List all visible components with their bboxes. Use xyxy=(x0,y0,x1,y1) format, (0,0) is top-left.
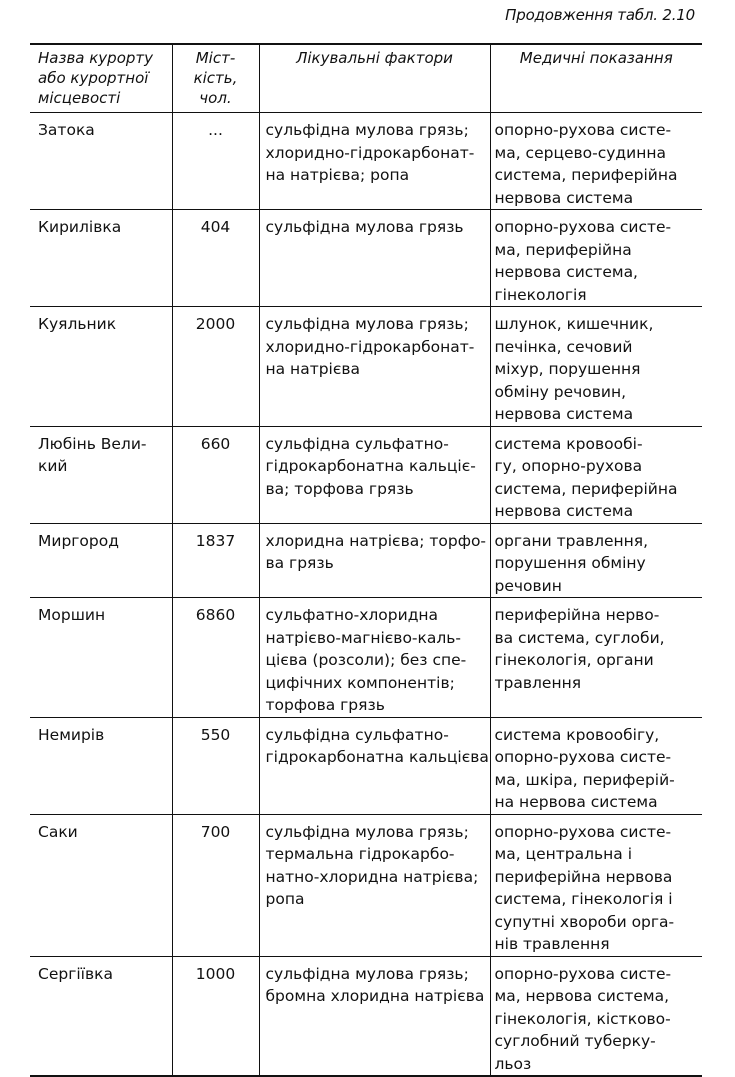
table-continuation-caption: Продовження табл. 2.10 xyxy=(505,6,695,24)
cell-factors xyxy=(259,426,490,523)
text-line: нів травлення xyxy=(494,935,610,953)
cell-factors xyxy=(259,717,490,814)
text-line: на натрієва xyxy=(265,360,361,378)
text-line: Затока xyxy=(38,121,95,139)
text-line: порушення обміну xyxy=(494,554,646,572)
text-line: Моршин xyxy=(38,606,106,624)
text-line: ма, нервова система, xyxy=(494,987,670,1005)
text-line: на нервова система xyxy=(494,793,658,811)
text-line: міхур, порушення xyxy=(494,360,641,378)
cell-population: 660 xyxy=(172,426,259,523)
text-line: система, периферійна xyxy=(494,166,678,184)
text-line: сульфідна мулова грязь; xyxy=(265,121,469,139)
table-row xyxy=(30,426,702,523)
text-line: гідрокарбонатна кальцієва xyxy=(265,748,489,766)
text-line: система, периферійна xyxy=(494,479,678,498)
text-line: опорно-рухова систе- xyxy=(494,121,672,139)
text-line: система, гінекологія і xyxy=(494,890,673,908)
text-line: натно-хлоридна натрієва; xyxy=(265,867,479,886)
text-line: опорно-рухова систе- xyxy=(494,822,672,841)
text-line: опорно-рухова систе- xyxy=(494,748,672,766)
text-line: сульфідна сульфатно- xyxy=(265,434,449,453)
text-line: нервова система, xyxy=(494,263,638,281)
text-line: Саки xyxy=(38,822,78,841)
cell-population: ... xyxy=(172,113,259,210)
text-line: сульфідна сульфатно- xyxy=(265,725,449,744)
text-line: місцевості xyxy=(38,89,121,107)
cell-resort-name xyxy=(30,717,172,814)
table-row xyxy=(30,814,702,956)
cell-indications xyxy=(490,426,702,523)
text-line: кий xyxy=(38,457,68,475)
text-line: гу, опорно-рухова xyxy=(494,457,643,475)
text-line: гінекологія xyxy=(494,285,587,304)
text-line: Миргород xyxy=(38,531,119,550)
cell-resort-name xyxy=(30,210,172,307)
text-line: Любінь Вели- xyxy=(38,434,147,453)
table-row xyxy=(30,956,702,1076)
text-line: ропа xyxy=(265,890,305,908)
table-body xyxy=(30,113,702,1077)
text-line: нервова система xyxy=(494,502,634,520)
cell-resort-name xyxy=(30,598,172,718)
text-line: Немирів xyxy=(38,725,105,744)
header-factors xyxy=(259,44,490,113)
text-line: ма, периферійна xyxy=(494,240,632,259)
cell-resort-name xyxy=(30,426,172,523)
text-line: печінка, сечовий xyxy=(494,337,633,356)
text-line: ва; торфова грязь xyxy=(265,479,414,498)
text-line: периферійна нервова xyxy=(494,867,673,886)
text-line: суглобний туберку- xyxy=(494,1032,656,1050)
table-header-row xyxy=(30,44,702,113)
text-line: гінекологія, кістково- xyxy=(494,1009,671,1028)
cell-factors xyxy=(259,598,490,718)
cell-factors xyxy=(259,523,490,598)
text-line: хлоридно-гідрокарбонат- xyxy=(265,143,475,162)
text-line: гідрокарбонатна кальціє- xyxy=(265,457,476,475)
cell-resort-name xyxy=(30,814,172,956)
text-line: гінекологія, органи xyxy=(494,651,654,669)
table-row xyxy=(30,307,702,427)
cell-population: 2000 xyxy=(172,307,259,427)
cell-indications xyxy=(490,814,702,956)
cell-indications xyxy=(490,307,702,427)
text-line: супутні хвороби орга- xyxy=(494,912,675,931)
text-line: або курортної xyxy=(38,69,149,87)
cell-factors xyxy=(259,113,490,210)
table-row xyxy=(30,113,702,210)
text-line: сульфідна мулова грязь; xyxy=(265,964,469,983)
text-line: ва система, суглоби, xyxy=(494,628,665,647)
resort-table xyxy=(30,43,702,1077)
text-line: Кирилівка xyxy=(38,218,122,236)
text-line: хлоридна натрієва; торфо- xyxy=(265,531,487,550)
text-line: ва грязь xyxy=(265,554,334,572)
text-line: сульфідна мулова грязь xyxy=(265,218,464,236)
text-line: обміну речовин, xyxy=(494,382,627,401)
text-line: система кровообі- xyxy=(494,434,643,453)
cell-resort-name xyxy=(30,956,172,1076)
text-line: ма, шкіра, периферій- xyxy=(494,770,675,789)
text-line: льоз xyxy=(494,1054,532,1073)
cell-population: 404 xyxy=(172,210,259,307)
text-line: натрієво-магнієво-каль- xyxy=(265,628,462,647)
text-line: хлоридно-гідрокарбонат- xyxy=(265,337,475,356)
table-row xyxy=(30,717,702,814)
text-line: ма, серцево-судинна xyxy=(494,143,666,162)
text-line: периферійна нерво- xyxy=(494,606,660,624)
header-name xyxy=(30,44,172,113)
text-line: Медичні показання xyxy=(519,49,673,67)
text-line: чол. xyxy=(199,89,232,107)
text-line: ма, центральна і xyxy=(494,845,633,863)
text-line: торфова грязь xyxy=(265,696,385,714)
text-line: шлунок, кишечник, xyxy=(494,315,654,333)
text-line: на натрієва; ропа xyxy=(265,166,410,184)
text-line: сульфідна мулова грязь; xyxy=(265,822,469,841)
text-line: цієва (розсоли); без спе- xyxy=(265,651,467,669)
text-line: опорно-рухова систе- xyxy=(494,964,672,983)
cell-resort-name xyxy=(30,523,172,598)
text-line: нервова система xyxy=(494,405,634,423)
cell-factors xyxy=(259,956,490,1076)
text-line: Міст- xyxy=(195,49,236,67)
header-indications xyxy=(490,44,702,113)
cell-population: 550 xyxy=(172,717,259,814)
cell-factors xyxy=(259,307,490,427)
cell-population: 1837 xyxy=(172,523,259,598)
text-line: система кровообігу, xyxy=(494,725,660,744)
header-population xyxy=(172,44,259,113)
text-line: Лікувальні фактори xyxy=(296,49,453,67)
table-row xyxy=(30,523,702,598)
cell-indications xyxy=(490,717,702,814)
text-line: сульфідна мулова грязь; xyxy=(265,315,469,333)
text-line: речовин xyxy=(494,576,562,595)
cell-indications xyxy=(490,113,702,210)
cell-indications xyxy=(490,210,702,307)
text-line: Сергіївка xyxy=(38,964,113,983)
text-line: органи травлення, xyxy=(494,531,649,550)
text-line: цифічних компонентів; xyxy=(265,673,455,692)
text-line: кість, xyxy=(193,69,238,87)
table-row xyxy=(30,598,702,718)
text-line: бромна хлоридна натрієва xyxy=(265,987,485,1005)
cell-population: 700 xyxy=(172,814,259,956)
cell-indications xyxy=(490,956,702,1076)
cell-factors xyxy=(259,210,490,307)
table-row xyxy=(30,210,702,307)
cell-indications xyxy=(490,523,702,598)
cell-population: 1000 xyxy=(172,956,259,1076)
cell-resort-name xyxy=(30,307,172,427)
text-line: травлення xyxy=(494,673,582,692)
text-line: термальна гідрокарбо- xyxy=(265,845,455,863)
cell-resort-name xyxy=(30,113,172,210)
text-line: нервова система xyxy=(494,188,634,207)
text-line: сульфатно-хлоридна xyxy=(265,606,439,624)
cell-indications xyxy=(490,598,702,718)
text-line: Назва курорту xyxy=(38,49,154,67)
text-line: опорно-рухова систе- xyxy=(494,218,672,236)
cell-factors xyxy=(259,814,490,956)
text-line: Куяльник xyxy=(38,315,117,333)
cell-population: 6860 xyxy=(172,598,259,718)
